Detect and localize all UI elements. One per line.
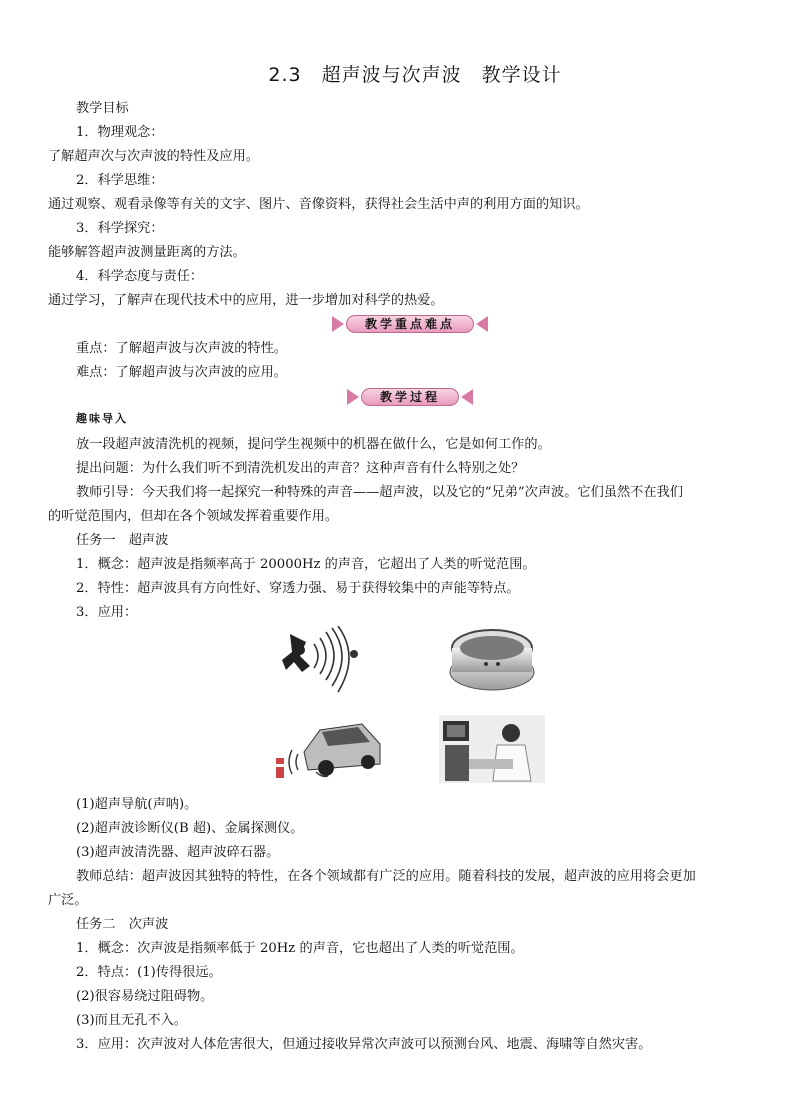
- key-points-banner-label: 教学重点难点: [346, 315, 474, 333]
- arrow-left-icon: [476, 316, 488, 332]
- task2-heading: 任务二 次声波: [76, 917, 169, 932]
- task1-summary-2: 广泛。: [48, 893, 88, 908]
- task2-application: 3．应用：次声波对人体危害很大，但通过接收异常次声波可以预测台风、地震、海啸等自然灾害。: [76, 1037, 652, 1052]
- bat-sonar-image: [276, 626, 366, 696]
- ultrasonic-cleaner-image: [446, 622, 538, 694]
- application-1: (1)超声导航(声呐)。: [76, 797, 198, 812]
- task1-characteristics: 2．特性：超声波具有方向性好、穿透力强、易于获得较集中的声能等特点。: [76, 581, 520, 596]
- arrow-left-icon: [461, 389, 473, 405]
- objective-1-label: 1．物理观念：: [76, 125, 164, 140]
- task2-feature-2: (2)很容易绕过阻碍物。: [76, 989, 214, 1004]
- task2-feature-1: 2．特点：(1)传得很远。: [76, 965, 222, 980]
- objective-2-text: 通过观察、观看录像等有关的文字、图片、音像资料，获得社会生活中声的利用方面的知识。: [48, 197, 589, 212]
- application-3: (3)超声波清洗器、超声波碎石器。: [76, 845, 280, 860]
- focus-point: 重点：了解超声波与次声波的特性。: [76, 341, 287, 356]
- objectives-heading: 教学目标: [76, 101, 129, 116]
- document-title: 2.3 超声波与次声波 教学设计: [268, 64, 562, 86]
- task1-concept: 1．概念：超声波是指频率高于 20000Hz 的声音，它超出了人类的听觉范围。: [76, 557, 536, 572]
- task1-applications-label: 3．应用：: [76, 605, 138, 620]
- ultrasound-diagnosis-image: [439, 715, 545, 783]
- objective-3-text: 能够解答超声波测量距离的方法。: [48, 245, 246, 260]
- intro-paragraph-3b: 的听觉范围内，但却在各个领域发挥着重要作用。: [48, 509, 339, 524]
- objective-2-label: 2．科学思维：: [76, 173, 164, 188]
- intro-paragraph-3a: 教师引导：今天我们将一起探究一种特殊的声音——超声波，以及它的“兄弟”次声波。它们虽然不在我们: [76, 485, 683, 500]
- intro-heading: 趣味导入: [76, 412, 128, 425]
- process-banner-label: 教学过程: [361, 388, 459, 406]
- objective-4-label: 4．科学态度与责任：: [76, 269, 204, 284]
- application-2: (2)超声波诊断仪(B 超)、金属探测仪。: [76, 821, 304, 836]
- arrow-right-icon: [347, 389, 359, 405]
- intro-paragraph-1: 放一段超声波清洗机的视频，提问学生视频中的机器在做什么，它是如何工作的。: [76, 437, 551, 452]
- task2-feature-3: (3)而且无孔不入。: [76, 1013, 187, 1028]
- car-parking-sensor-image: [270, 714, 388, 784]
- objective-3-label: 3．科学探究：: [76, 221, 164, 236]
- objective-1-text: 了解超声次与次声波的特性及应用。: [48, 149, 259, 164]
- task1-summary-1: 教师总结：超声波因其独特的特性，在各个领域都有广泛的应用。随着科技的发展，超声波的应用将会更加: [76, 869, 696, 884]
- process-banner: [345, 388, 475, 406]
- difficulty-point: 难点：了解超声波与次声波的应用。: [76, 365, 287, 380]
- arrow-right-icon: [332, 316, 344, 332]
- task1-heading: 任务一 超声波: [76, 533, 169, 548]
- key-points-banner: [325, 315, 495, 333]
- task2-concept: 1．概念：次声波是指频率低于 20Hz 的声音，它也超出了人类的听觉范围。: [76, 941, 524, 956]
- intro-paragraph-2: 提出问题：为什么我们听不到清洗机发出的声音？这种声音有什么特别之处？: [76, 461, 525, 476]
- objective-4-text: 通过学习，了解声在现代技术中的应用，进一步增加对科学的热爱。: [48, 293, 444, 308]
